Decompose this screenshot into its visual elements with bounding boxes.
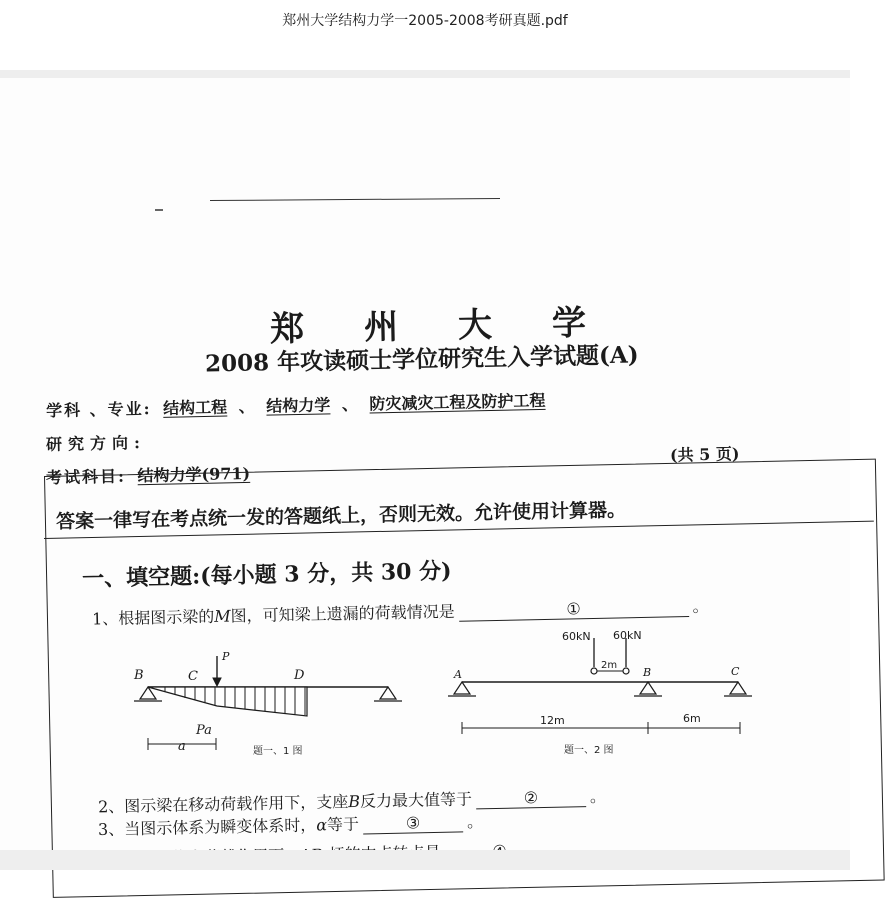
fig1-label-P: P (222, 650, 230, 663)
question-3-var: α (316, 815, 328, 835)
major-separator-2: 、 (341, 394, 359, 415)
fig2-dim-1: 12m (540, 714, 565, 727)
question-3-text: 3、当图示体系为瞬变体系时， (97, 815, 317, 840)
question-3-end: 。 (466, 811, 484, 832)
major-1: 结构工程 (162, 397, 228, 418)
university-name: 郑州大学 (269, 301, 647, 350)
direction-label: 研究方向: (45, 432, 147, 455)
exam-title: 2008 年攻读硕士学位研究生入学试题(A) (204, 341, 639, 378)
fig1-moment-diagram (148, 687, 307, 716)
viewer-header (0, 0, 850, 70)
major-label: 学科 、专业: (45, 399, 152, 421)
viewer-bottom (0, 850, 850, 870)
fig2-label-A: A (454, 668, 462, 681)
fig1-label-B: B (134, 668, 144, 683)
fig2-label-C: C (731, 665, 740, 678)
fig2-support-C (730, 682, 746, 694)
answer-blank-1: ① (458, 598, 688, 621)
question-1-end: 。 (692, 596, 709, 616)
figure-2 (448, 638, 752, 734)
page-count: (共 5 页) (669, 444, 740, 465)
fig1-label-C: C (188, 669, 198, 684)
fig1-caption: 题一、1 图 (253, 746, 303, 757)
fig1-label-Pa: Pa (196, 723, 212, 738)
question-2-text-2: 反力最大值等于 (359, 789, 473, 811)
fig1-support-right (380, 687, 396, 699)
fig2-spacing: 2m (601, 660, 618, 671)
fig2-caption: 题一、2 图 (564, 745, 614, 756)
fig1-label-D: D (294, 668, 305, 683)
fig1-arrow-head (213, 678, 221, 686)
question-2-text: 2、图示梁在移动荷载作用下，支座 (97, 792, 349, 817)
subject-name: 结构力学(971) (137, 463, 251, 486)
fig2-load-2-label: 60kN (613, 629, 642, 642)
fig2-support-A (454, 682, 470, 694)
major-separator: 、 (238, 396, 255, 417)
question-3-text-2: 等于 (326, 814, 360, 835)
fig2-label-B: B (643, 666, 652, 679)
question-2-var: B (348, 791, 361, 812)
fig2-support-B (640, 682, 656, 694)
fig2-load-1-label: 60kN (562, 630, 591, 643)
figure-1 (134, 656, 402, 750)
answer-notice: 答案一律写在考点统一发的答题纸上，否则无效。允许使用计算器。 (55, 499, 627, 533)
pdf-page (0, 78, 850, 850)
document-title: 郑州大学结构力学一2005-2008考研真题.pdf (282, 13, 568, 29)
question-1-text: 1、根据图示梁的 (91, 606, 215, 629)
fig2-wheel-1 (591, 668, 597, 674)
page-separator (0, 70, 850, 78)
question-1-text-2: 图，可知梁上遗漏的荷载情况是 (230, 601, 455, 626)
section-title: 一、填空题:(每小题 3 分，共 30 分) (81, 558, 452, 592)
answer-blank-2: ② (476, 788, 586, 809)
major-3: 防灾减灾工程及防护工程 (369, 390, 546, 414)
fig1-label-a: a (178, 739, 186, 754)
answer-blank-3: ③ (363, 813, 463, 834)
major-2: 结构力学 (266, 395, 331, 416)
fig2-wheel-2 (623, 668, 629, 674)
fig2-dim-2: 6m (683, 712, 701, 725)
subject-label: 考试科目: (45, 466, 127, 488)
question-2-end: 。 (589, 786, 607, 807)
figures (0, 78, 850, 850)
question-1-var: M (214, 606, 231, 626)
